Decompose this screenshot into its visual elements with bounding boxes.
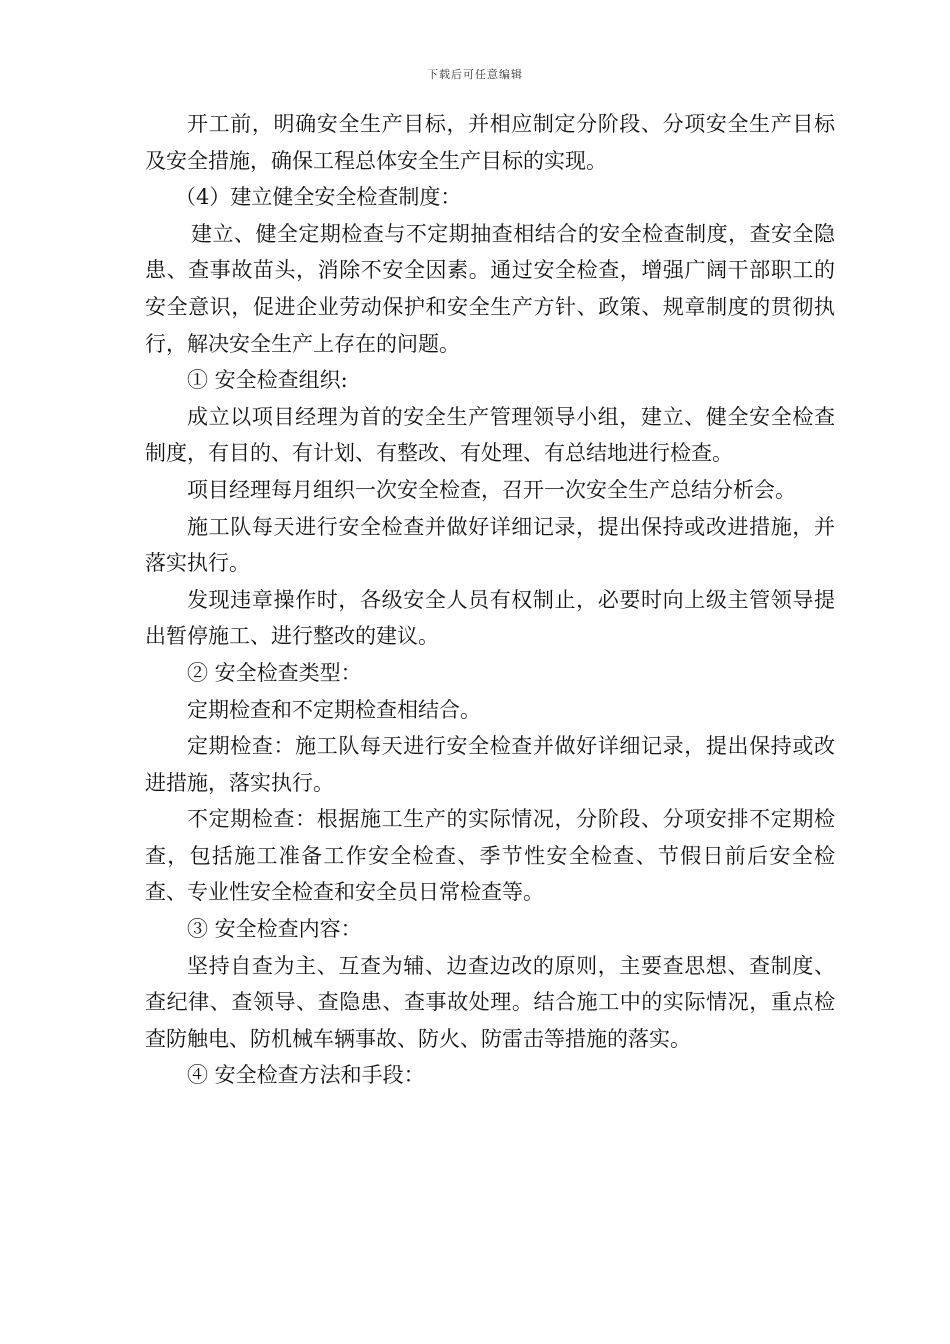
paragraph: 不定期检查：根据施工生产的实际情况，分阶段、分项安排不定期检查，包括施工准备工作安全检查、季节性安全检查、节假日前后安全检查、专业性安全检查和安全员日常检查等。: [145, 807, 835, 905]
subsection-heading: ② 安全检查类型：: [187, 660, 362, 685]
page-header: 下载后可任意编辑: [427, 68, 523, 81]
paragraph: 定期检查和不定期检查相结合。: [187, 697, 481, 722]
paragraph: 发现违章操作时，各级安全人员有权制止，必要时向上级主管领导提出暂停施工、进行整改的建议。: [145, 587, 835, 649]
paragraph: 成立以项目经理为首的安全生产管理领导小组，建立、健全安全检查制度，有目的、有计划、有整改、有处理、有总结地进行检查。: [145, 404, 835, 466]
paragraph: 坚持自查为主、互查为辅、边查边改的原则，主要查思想、查制度、查纪律、查领导、查隐患、查事故处理。结合施工中的实际情况，重点检查防触电、防机械车辆事故、防火、防雷击等措施的落实。: [145, 953, 835, 1051]
section-heading: （4）建立健全安全检查制度：: [175, 185, 462, 210]
paragraph: 建立、健全定期检查与不定期抽查相结合的安全检查制度，查安全隐患、查事故苗头，消除不安全因素。通过安全检查，增强广阔干部职工的安全意识，促进企业劳动保护和安全生产方针、政策、规章制度的贯彻执行，解决安全生产上存在的问题。: [145, 221, 835, 356]
subsection-heading: ① 安全检查组织:: [187, 368, 348, 393]
paragraph: 定期检查：施工队每天进行安全检查并做好详细记录，提出保持或改进措施，落实执行。: [145, 734, 835, 795]
subsection-heading: ④ 安全检查方法和手段：: [187, 1063, 425, 1088]
subsection-heading: ③ 安全检查内容：: [187, 917, 362, 942]
paragraph: 施工队每天进行安全检查并做好详细记录，提出保持或改进措施，并落实执行。: [145, 514, 835, 576]
paragraph: 项目经理每月组织一次安全检查，召开一次安全生产总结分析会。: [187, 477, 796, 502]
paragraph: 开工前，明确安全生产目标，并相应制定分阶段、分项安全生产目标及安全措施，确保工程总体安全生产目标的实现。: [145, 112, 835, 173]
document-body: [145, 106, 835, 1094]
